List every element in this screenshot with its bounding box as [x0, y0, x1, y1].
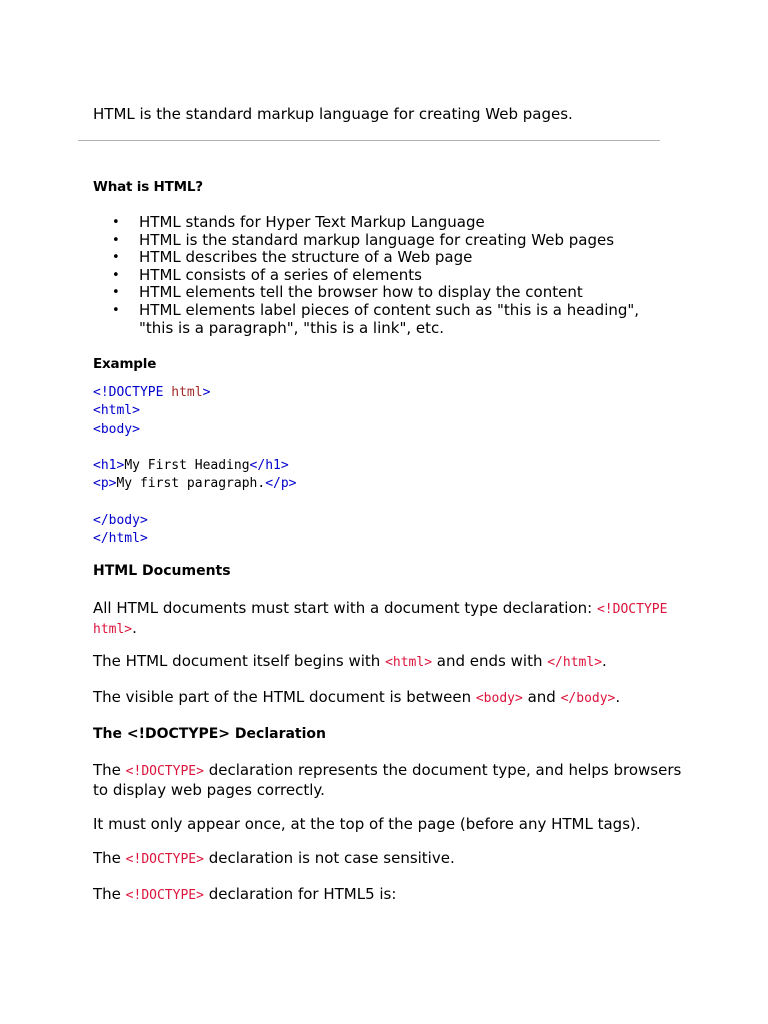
code-token: <!DOCTYPE [93, 385, 164, 400]
code-line-blank [93, 439, 297, 457]
inline-code: <html> [385, 655, 433, 670]
example-heading: Example [93, 356, 157, 372]
inline-code: <!DOCTYPE> [125, 852, 204, 867]
paragraph-appear-once: It must only appear once, at the top of the page (before any HTML tags). [93, 815, 641, 833]
paragraph-doctype-start [93, 599, 683, 639]
paragraph-text: The HTML document itself begins with [93, 652, 386, 670]
paragraph-text: and ends with [432, 652, 548, 670]
paragraph-text: . [602, 652, 607, 670]
paragraph-html5-doctype [93, 885, 683, 905]
list-item: • HTML describes the structure of a Web page [112, 249, 672, 267]
what-is-html-heading: What is HTML? [93, 179, 203, 195]
doctype-declaration-heading: The <!DOCTYPE> Declaration [93, 726, 327, 742]
horizontal-rule [78, 140, 660, 141]
list-item: • HTML consists of a series of elements [112, 267, 672, 285]
paragraph-text: All HTML documents must start with a document type declaration: [93, 599, 597, 617]
code-token: > [202, 385, 211, 400]
paragraph-text: and [522, 688, 561, 706]
paragraph-text: declaration is not case sensitive. [203, 849, 455, 867]
paragraph-case-sensitive [93, 849, 683, 869]
list-item: • HTML elements label pieces of content such as "this is a heading", "this is a paragraph", "this is a link", etc. [112, 302, 672, 337]
paragraph-text: . [132, 619, 137, 637]
paragraph-text: The visible part of the HTML document is between [93, 688, 476, 706]
list-item: • HTML is the standard markup language for creating Web pages [112, 232, 672, 250]
paragraph-text: The [93, 761, 126, 779]
paragraph-text: declaration for HTML5 is: [203, 885, 397, 903]
inline-code: </html> [547, 655, 603, 670]
code-token: </h1> [249, 458, 289, 474]
html-documents-heading: HTML Documents [93, 563, 231, 579]
paragraph-html-begin-end [93, 652, 683, 672]
paragraph-text: The [93, 885, 126, 903]
code-token: My first paragraph. [116, 476, 266, 492]
inline-code: </body> [560, 691, 616, 706]
inline-code: <!DOCTYPE> [125, 764, 204, 779]
code-token: html [163, 385, 203, 400]
code-token: <h1> [93, 458, 125, 474]
code-token: </p> [265, 476, 297, 492]
intro-text: HTML is the standard markup language for creating Web pages. [93, 105, 573, 123]
code-line [93, 421, 297, 439]
code-line-blank [93, 494, 297, 512]
inline-code: <body> [475, 691, 523, 706]
code-token: <html> [93, 403, 140, 419]
code-line [93, 457, 297, 475]
code-token: My First Heading [124, 458, 250, 474]
code-line [93, 384, 297, 402]
code-token: <body> [93, 421, 140, 437]
code-example [93, 384, 297, 549]
code-line [93, 475, 297, 493]
code-token: </html> [93, 531, 148, 547]
list-item: • HTML stands for Hyper Text Markup Language [112, 214, 672, 232]
inline-code: <!DOCTYPE html> [93, 602, 668, 637]
code-token: <p> [93, 476, 117, 492]
code-token: </body> [93, 513, 148, 529]
html-facts-list [112, 214, 672, 337]
paragraph-text: The [93, 849, 126, 867]
paragraph-doctype-represents [93, 761, 683, 799]
paragraph-text: declaration represents the document type, and helps browsers to display web pages correctly. [93, 761, 682, 799]
paragraph-visible-part [93, 688, 683, 708]
paragraph-text: . [615, 688, 621, 706]
code-line [93, 530, 297, 548]
inline-code: <!DOCTYPE> [125, 888, 204, 903]
code-line [93, 402, 297, 420]
list-item: • HTML elements tell the browser how to display the content [112, 284, 672, 302]
code-line [93, 512, 297, 530]
